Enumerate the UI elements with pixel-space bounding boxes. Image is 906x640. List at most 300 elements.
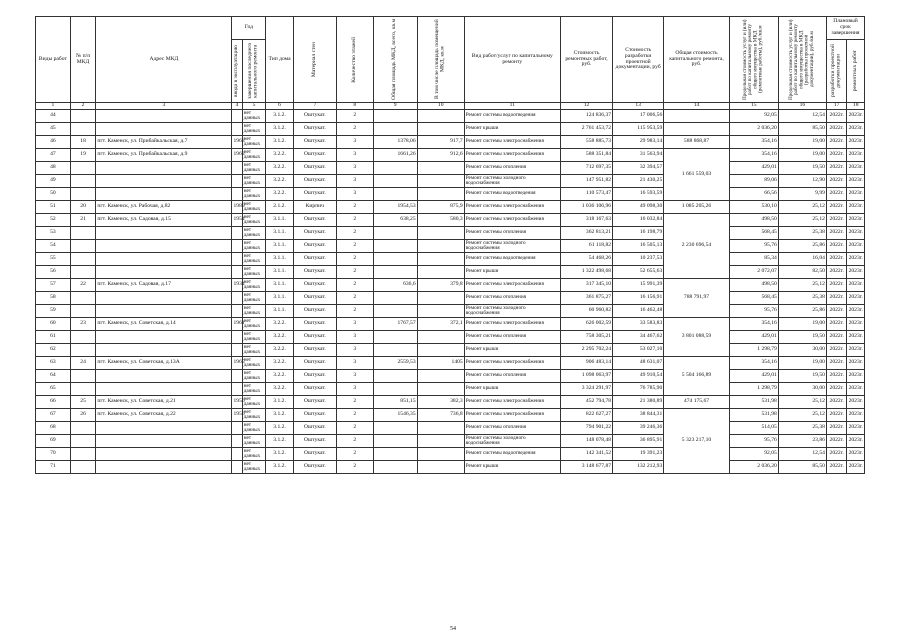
- cell-floors: 2: [336, 305, 373, 318]
- cell-term-repair: 2023г.: [847, 422, 865, 435]
- cell-premises-area: [417, 422, 464, 435]
- cell-mkd-num: [70, 383, 96, 396]
- cell-works-kind: 66: [36, 396, 71, 409]
- cell-year-last-repair: нет данных: [242, 175, 266, 188]
- col-number: 12: [560, 103, 612, 110]
- cell-works-kind: 68: [36, 422, 71, 435]
- cell-work-type: Ремонт системы отопления: [464, 227, 560, 240]
- cell-mkd-num: [70, 370, 96, 383]
- header-limit-per-sqm: [729, 17, 778, 103]
- cell-limit-design-per-sqm: 19,50: [778, 370, 826, 383]
- cell-year-last-repair: нет данных: [242, 422, 266, 435]
- cell-repair-cost: 794 901,22: [560, 422, 612, 435]
- cell-wall-material: Оштукат.: [293, 370, 336, 383]
- cell-work-type: Ремонт системы холодного водоснабжения: [464, 175, 560, 188]
- cell-limit-per-sqm: 2 036,20: [729, 123, 778, 136]
- cell-limit-per-sqm: 531,98: [729, 396, 778, 409]
- cell-year-last-repair: нет данных: [242, 266, 266, 279]
- cell-works-kind: 44: [36, 110, 71, 123]
- cell-term-design: 2022г.: [826, 227, 846, 240]
- cell-limit-per-sqm: 354,16: [729, 357, 778, 370]
- cell-works-kind: 71: [36, 461, 71, 474]
- cell-year-commission: [232, 253, 242, 266]
- cell-term-design: 2022г.: [826, 201, 846, 214]
- cell-house-type: 3.1.1.: [266, 279, 294, 292]
- cell-year-commission: [232, 123, 242, 136]
- cell-work-type: Ремонт системы электроснабжения: [464, 136, 560, 149]
- cell-total-area: [373, 292, 417, 305]
- cell-address: [96, 370, 232, 383]
- cell-wall-material: Оштукат.: [293, 422, 336, 435]
- cell-floors: 2: [336, 435, 373, 448]
- cell-wall-material: Оштукат.: [293, 318, 336, 331]
- cell-mkd-num: [70, 162, 96, 175]
- cell-repair-cost: 3 324 291,97: [560, 383, 612, 396]
- cell-mkd-num: 26: [70, 409, 96, 422]
- cell-wall-material: Оштукат.: [293, 357, 336, 370]
- cell-year-commission: 1956: [232, 396, 242, 409]
- cell-term-repair: 2023г.: [847, 396, 865, 409]
- cell-total-cost: [664, 123, 729, 136]
- cell-design-cost: 21 380,89: [613, 396, 664, 409]
- cell-year-commission: [232, 305, 242, 318]
- cell-design-cost: 34 467,62: [613, 331, 664, 344]
- cell-term-design: 2022г.: [826, 136, 846, 149]
- header-work-type: Вид работ/услуг по капитальному ремонту: [464, 17, 560, 103]
- cell-premises-area: [417, 188, 464, 201]
- cell-term-repair: 2023г.: [847, 175, 865, 188]
- cell-limit-design-per-sqm: 19,00: [778, 318, 826, 331]
- cell-floors: 3: [336, 357, 373, 370]
- cell-mkd-num: 21: [70, 214, 96, 227]
- cell-works-kind: 65: [36, 383, 71, 396]
- table-row: [36, 305, 865, 318]
- cell-limit-per-sqm: 498,50: [729, 279, 778, 292]
- cell-term-repair: 2023г.: [847, 266, 865, 279]
- cell-works-kind: 69: [36, 435, 71, 448]
- column-number-row: [36, 103, 865, 110]
- cell-limit-design-per-sqm: 19,00: [778, 136, 826, 149]
- cell-repair-cost: 2 295 702,24: [560, 344, 612, 357]
- cell-limit-design-per-sqm: 12,90: [778, 175, 826, 188]
- cell-floors: 3: [336, 175, 373, 188]
- table-row: [36, 279, 865, 292]
- cell-repair-cost: 758 305,21: [560, 331, 612, 344]
- cell-premises-area: 580,3: [417, 214, 464, 227]
- cell-floors: 2: [336, 409, 373, 422]
- cell-works-kind: 56: [36, 266, 71, 279]
- cell-wall-material: Оштукат.: [293, 110, 336, 123]
- cell-floors: 2: [336, 227, 373, 240]
- table-row: [36, 435, 865, 448]
- cell-year-last-repair: нет данных: [242, 214, 266, 227]
- cell-address: [96, 461, 232, 474]
- cell-term-repair: 2023г.: [847, 253, 865, 266]
- cell-limit-design-per-sqm: 85,50: [778, 123, 826, 136]
- cell-year-last-repair: нет данных: [242, 435, 266, 448]
- cell-address: пгт. Каменск, ул. Прибайкальская, д.9: [96, 149, 232, 162]
- cell-design-cost: 52 655,63: [613, 266, 664, 279]
- col-number: 13: [613, 103, 664, 110]
- cell-year-commission: [232, 175, 242, 188]
- header-year-last-repair: [242, 40, 266, 103]
- col-number: 9: [373, 103, 417, 110]
- cell-wall-material: Кирпич: [293, 201, 336, 214]
- cell-address: [96, 422, 232, 435]
- cell-address: [96, 266, 232, 279]
- cell-year-commission: [232, 435, 242, 448]
- cell-work-type: Ремонт системы отопления: [464, 370, 560, 383]
- cell-floors: 2: [336, 279, 373, 292]
- cell-address: пгт. Каменск, ул. Советская, д.14: [96, 318, 232, 331]
- cell-year-last-repair: нет данных: [242, 357, 266, 370]
- cell-limit-design-per-sqm: 19,50: [778, 331, 826, 344]
- cell-work-type: Ремонт системы электроснабжения: [464, 396, 560, 409]
- cell-term-design: 2022г.: [826, 422, 846, 435]
- cell-total-area: [373, 266, 417, 279]
- cell-limit-design-per-sqm: 85,50: [778, 461, 826, 474]
- page-number: 54: [450, 626, 456, 632]
- cell-wall-material: Оштукат.: [293, 149, 336, 162]
- cell-address: пгт. Каменск, ул. Советская, д.13А: [96, 357, 232, 370]
- col-number: 4: [232, 103, 242, 110]
- cell-premises-area: 912,6: [417, 149, 464, 162]
- cell-term-repair: 2023г.: [847, 279, 865, 292]
- cell-design-cost: 19 391,23: [613, 448, 664, 461]
- table-row: [36, 188, 865, 201]
- cell-limit-design-per-sqm: 23,86: [778, 435, 826, 448]
- cell-house-type: 3.2.2.: [266, 149, 294, 162]
- cell-works-kind: 45: [36, 123, 71, 136]
- cell-design-cost: 29 983,14: [613, 136, 664, 149]
- cell-repair-cost: 362 813,21: [560, 227, 612, 240]
- cell-term-design: 2022г.: [826, 240, 846, 253]
- cell-limit-design-per-sqm: 16,04: [778, 253, 826, 266]
- cell-term-repair: 2023г.: [847, 292, 865, 305]
- cell-year-commission: 1956: [232, 409, 242, 422]
- cell-wall-material: Оштукат.: [293, 383, 336, 396]
- cell-year-last-repair: нет данных: [242, 227, 266, 240]
- col-number: 7: [293, 103, 336, 110]
- cell-mkd-num: [70, 123, 96, 136]
- cell-term-design: 2022г.: [826, 279, 846, 292]
- cell-floors: 3: [336, 370, 373, 383]
- cell-address: [96, 162, 232, 175]
- cell-wall-material: Оштукат.: [293, 279, 336, 292]
- cell-premises-area: 379,8: [417, 279, 464, 292]
- cell-work-type: Ремонт системы отопления: [464, 292, 560, 305]
- cell-total-area: [373, 240, 417, 253]
- cell-house-type: 3.2.2.: [266, 357, 294, 370]
- cell-repair-cost: 61 118,82: [560, 240, 612, 253]
- cell-work-type: Ремонт системы электроснабжения: [464, 149, 560, 162]
- cell-works-kind: 50: [36, 188, 71, 201]
- table-row: [36, 266, 865, 279]
- cell-house-type: 3.1.1.: [266, 227, 294, 240]
- cell-year-commission: 1965: [232, 357, 242, 370]
- cell-design-cost: 16 593,59: [613, 188, 664, 201]
- col-number: 3: [96, 103, 232, 110]
- cell-mkd-num: 19: [70, 149, 96, 162]
- header-floors-text: Количество этажей: [350, 36, 357, 83]
- header-premises-area-text: В том числе площадь помещений МКД, кв.м: [434, 19, 446, 100]
- cell-year-last-repair: нет данных: [242, 318, 266, 331]
- cell-work-type: Ремонт системы электроснабжения: [464, 214, 560, 227]
- cell-premises-area: [417, 175, 464, 188]
- cell-limit-per-sqm: 568,45: [729, 227, 778, 240]
- cell-limit-design-per-sqm: 19,00: [778, 357, 826, 370]
- cell-floors: 2: [336, 123, 373, 136]
- cell-repair-cost: 452 794,78: [560, 396, 612, 409]
- cell-work-type: Ремонт системы отопления: [464, 162, 560, 175]
- cell-total-area: 1954,53: [373, 201, 417, 214]
- cell-mkd-num: [70, 266, 96, 279]
- cell-premises-area: [417, 292, 464, 305]
- header-wall-material: [293, 17, 336, 103]
- cell-term-design: 2022г.: [826, 266, 846, 279]
- cell-design-cost: 49 910,54: [613, 370, 664, 383]
- col-number: 15: [729, 103, 778, 110]
- cell-mkd-num: [70, 240, 96, 253]
- cell-work-type: Ремонт системы водоотведения: [464, 110, 560, 123]
- cell-total-area: 2559,53: [373, 357, 417, 370]
- cell-year-last-repair: нет данных: [242, 279, 266, 292]
- cell-house-type: 3.1.2.: [266, 123, 294, 136]
- cell-term-design: 2022г.: [826, 448, 846, 461]
- cell-floors: 2: [336, 110, 373, 123]
- cell-works-kind: 53: [36, 227, 71, 240]
- header-total-cost: Общая стоимость капитального ремонта, руб.: [664, 17, 729, 103]
- cell-premises-area: [417, 461, 464, 474]
- cell-wall-material: Оштукат.: [293, 409, 336, 422]
- cell-house-type: 3.1.1.: [266, 292, 294, 305]
- cell-floors: 2: [336, 201, 373, 214]
- cell-wall-material: Оштукат.: [293, 175, 336, 188]
- cell-term-repair: 2023г.: [847, 227, 865, 240]
- cell-year-last-repair: нет данных: [242, 331, 266, 344]
- cell-house-type: 3.1.2.: [266, 422, 294, 435]
- cell-total-area: 638,25: [373, 214, 417, 227]
- cell-limit-design-per-sqm: 25,12: [778, 396, 826, 409]
- header-design-cost: Стоимость разработки проектной документации, руб: [613, 17, 664, 103]
- cell-floors: 3: [336, 344, 373, 357]
- cell-year-commission: [232, 188, 242, 201]
- col-number: 1: [36, 103, 71, 110]
- cell-total-area: [373, 331, 417, 344]
- cell-address: [96, 123, 232, 136]
- cell-address: пгт. Каменск, ул. Садовая, д.15: [96, 214, 232, 227]
- table-row: [36, 331, 865, 344]
- cell-year-last-repair: нет данных: [242, 396, 266, 409]
- cell-works-kind: 52: [36, 214, 71, 227]
- cell-total-cost: [664, 110, 729, 123]
- cell-limit-per-sqm: 568,45: [729, 292, 778, 305]
- cell-year-last-repair: нет данных: [242, 461, 266, 474]
- cell-premises-area: [417, 344, 464, 357]
- cell-premises-area: [417, 227, 464, 240]
- cell-address: [96, 448, 232, 461]
- cell-limit-per-sqm: 498,50: [729, 214, 778, 227]
- cell-house-type: 3.2.2.: [266, 188, 294, 201]
- cell-premises-area: 382,3: [417, 396, 464, 409]
- cell-works-kind: 64: [36, 370, 71, 383]
- table-row: [36, 396, 865, 409]
- cell-repair-cost: 318 167,63: [560, 214, 612, 227]
- capital-repair-table: [35, 16, 865, 474]
- cell-limit-design-per-sqm: 25,12: [778, 279, 826, 292]
- cell-premises-area: [417, 240, 464, 253]
- cell-total-cost: 1 085 205,26: [664, 201, 729, 214]
- cell-year-commission: [232, 331, 242, 344]
- cell-address: пгт. Каменск, ул. Советская, д.22: [96, 409, 232, 422]
- cell-address: пгт. Каменск, ул. Прибайкальская, д.7: [96, 136, 232, 149]
- cell-repair-cost: 147 951,82: [560, 175, 612, 188]
- cell-term-design: 2022г.: [826, 123, 846, 136]
- cell-design-cost: 76 785,90: [613, 383, 664, 396]
- cell-term-repair: 2023г.: [847, 357, 865, 370]
- cell-term-design: 2022г.: [826, 383, 846, 396]
- cell-address: пгт. Каменск, ул. Советская, д.21: [96, 396, 232, 409]
- cell-premises-area: [417, 448, 464, 461]
- cell-work-type: Ремонт системы отопления: [464, 422, 560, 435]
- cell-limit-design-per-sqm: 25,38: [778, 292, 826, 305]
- header-wall-material-text: Материал стен: [311, 41, 318, 78]
- cell-year-commission: [232, 110, 242, 123]
- cell-floors: 3: [336, 162, 373, 175]
- cell-design-cost: 15 991,39: [613, 279, 664, 292]
- cell-address: [96, 305, 232, 318]
- cell-mkd-num: [70, 188, 96, 201]
- cell-year-commission: [232, 292, 242, 305]
- cell-wall-material: Оштукат.: [293, 292, 336, 305]
- cell-design-cost: 115 953,59: [613, 123, 664, 136]
- cell-limit-per-sqm: 95,76: [729, 435, 778, 448]
- cell-floors: 2: [336, 253, 373, 266]
- cell-limit-design-per-sqm: 25,38: [778, 227, 826, 240]
- cell-term-design: 2022г.: [826, 344, 846, 357]
- cell-limit-per-sqm: 531,98: [729, 409, 778, 422]
- header-year-commission-text: ввода в эксплуатацию: [233, 44, 240, 98]
- cell-mkd-num: [70, 448, 96, 461]
- cell-term-design: 2022г.: [826, 435, 846, 448]
- header-year: Год: [232, 17, 266, 40]
- header-house-type: Тип дома: [266, 17, 294, 103]
- cell-year-commission: [232, 370, 242, 383]
- table-row: [36, 370, 865, 383]
- cell-address: [96, 344, 232, 357]
- cell-floors: 3: [336, 136, 373, 149]
- cell-design-cost: 10 237,53: [613, 253, 664, 266]
- cell-repair-cost: 3 148 677,87: [560, 461, 612, 474]
- cell-limit-per-sqm: 95,76: [729, 240, 778, 253]
- cell-design-cost: 132 212,93: [613, 461, 664, 474]
- cell-term-design: 2022г.: [826, 253, 846, 266]
- cell-address: [96, 240, 232, 253]
- cell-year-commission: [232, 383, 242, 396]
- cell-design-cost: 17 006,56: [613, 110, 664, 123]
- cell-total-area: [373, 435, 417, 448]
- cell-limit-design-per-sqm: 82,50: [778, 266, 826, 279]
- cell-house-type: 3.2.2.: [266, 383, 294, 396]
- cell-floors: 2: [336, 461, 373, 474]
- cell-mkd-num: [70, 435, 96, 448]
- cell-repair-cost: 906 483,14: [560, 357, 612, 370]
- cell-design-cost: 53 027,10: [613, 344, 664, 357]
- header-total-area: [373, 17, 417, 103]
- cell-limit-per-sqm: 429,01: [729, 331, 778, 344]
- cell-total-cost: 3 801 088,59: [664, 318, 729, 357]
- cell-wall-material: Оштукат.: [293, 240, 336, 253]
- header-term-design: [826, 40, 846, 103]
- table-row: [36, 162, 865, 175]
- cell-year-commission: 1963: [232, 149, 242, 162]
- cell-mkd-num: 18: [70, 136, 96, 149]
- col-number: 2: [70, 103, 96, 110]
- cell-address: [96, 331, 232, 344]
- cell-premises-area: [417, 331, 464, 344]
- cell-term-design: 2022г.: [826, 396, 846, 409]
- cell-term-repair: 2023г.: [847, 383, 865, 396]
- table-row: [36, 292, 865, 305]
- cell-term-repair: 2023г.: [847, 214, 865, 227]
- cell-limit-design-per-sqm: 19,50: [778, 162, 826, 175]
- cell-total-area: 1767,57: [373, 318, 417, 331]
- cell-house-type: 3.1.1.: [266, 305, 294, 318]
- cell-total-area: 1546,35: [373, 409, 417, 422]
- cell-total-area: [373, 123, 417, 136]
- cell-repair-cost: 110 573,47: [560, 188, 612, 201]
- table-row: [36, 240, 865, 253]
- cell-limit-per-sqm: 1 298,79: [729, 344, 778, 357]
- cell-year-commission: [232, 240, 242, 253]
- cell-year-last-repair: нет данных: [242, 448, 266, 461]
- cell-limit-design-per-sqm: 9,99: [778, 188, 826, 201]
- cell-year-last-repair: нет данных: [242, 240, 266, 253]
- cell-limit-per-sqm: 530,10: [729, 201, 778, 214]
- cell-term-design: 2022г.: [826, 305, 846, 318]
- register-sheet: [35, 16, 865, 474]
- cell-limit-design-per-sqm: 12,54: [778, 110, 826, 123]
- header-year-last-repair-text: завершения последнего капитального ремонта: [247, 42, 259, 100]
- col-number: 14: [664, 103, 729, 110]
- cell-year-last-repair: нет данных: [242, 201, 266, 214]
- cell-premises-area: [417, 435, 464, 448]
- cell-mkd-num: [70, 175, 96, 188]
- cell-year-commission: [232, 448, 242, 461]
- cell-repair-cost: 2 761 453,72: [560, 123, 612, 136]
- cell-house-type: 3.1.1.: [266, 214, 294, 227]
- col-number: 17: [826, 103, 846, 110]
- cell-work-type: Ремонт крыши: [464, 344, 560, 357]
- cell-works-kind: 59: [36, 305, 71, 318]
- cell-total-area: [373, 175, 417, 188]
- cell-limit-design-per-sqm: 25,86: [778, 305, 826, 318]
- cell-total-area: 1661,26: [373, 149, 417, 162]
- table-row: [36, 175, 865, 188]
- cell-limit-per-sqm: 89,06: [729, 175, 778, 188]
- cell-term-repair: 2023г.: [847, 136, 865, 149]
- cell-year-last-repair: нет данных: [242, 123, 266, 136]
- cell-term-design: 2022г.: [826, 214, 846, 227]
- cell-mkd-num: [70, 292, 96, 305]
- cell-premises-area: 875,9: [417, 201, 464, 214]
- cell-work-type: Ремонт системы водоотведения: [464, 253, 560, 266]
- cell-house-type: 3.1.2.: [266, 461, 294, 474]
- cell-design-cost: 33 583,83: [613, 318, 664, 331]
- cell-house-type: 3.1.2.: [266, 136, 294, 149]
- cell-total-area: [373, 227, 417, 240]
- table-header: [36, 17, 865, 110]
